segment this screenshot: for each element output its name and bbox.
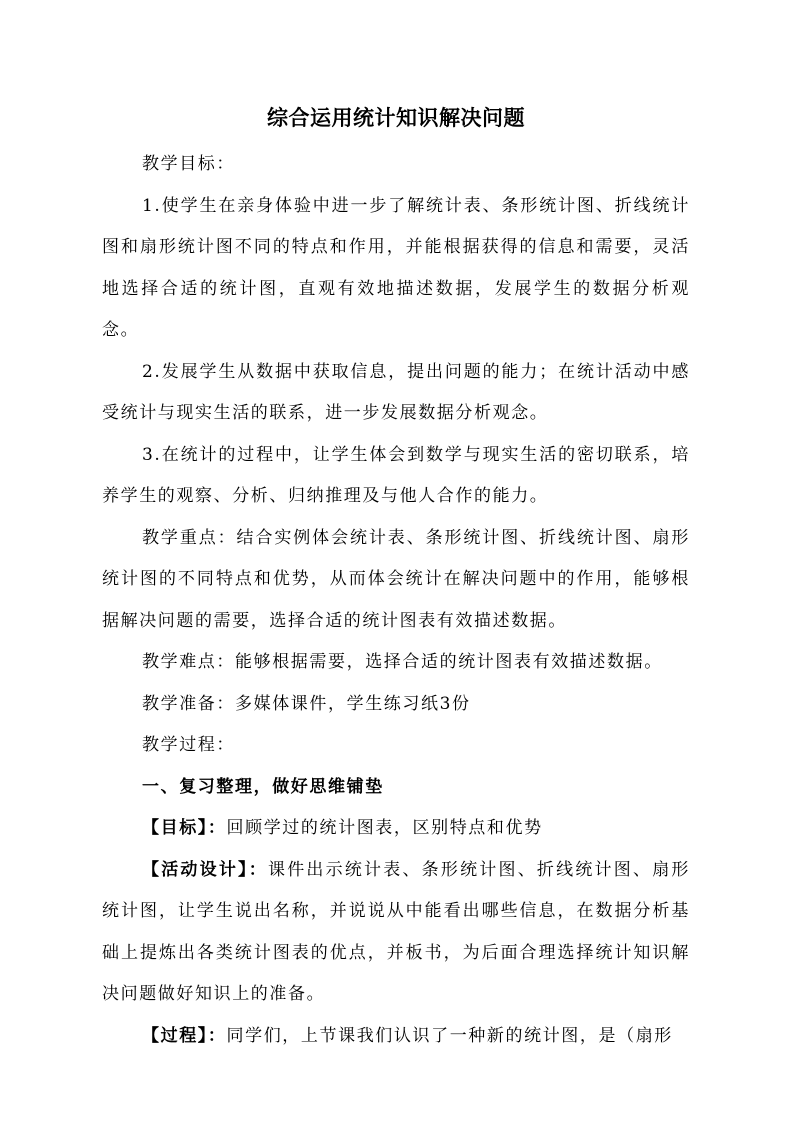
process-heading: 教学过程： — [142, 735, 235, 755]
objective-2: 2.发展学生从数据中获取信息，提出问题的能力；在统计活动中感受统计与现实生活的联系，进一步发展数据分析观念。 — [102, 361, 690, 423]
document-body — [102, 144, 690, 1057]
activity-text: 课件出示统计表、条形统计图、折线统计图、扇形统计图，让学生说出名称，并说说从中能看出哪些信息，在数据分析基础上提炼出各类统计图表的优点，并板书，为后面合理选择统计知识解决问题做好知识上的准备。 — [102, 859, 691, 1004]
preparation: 教学准备：多媒体课件，学生练习纸3份 — [142, 693, 471, 714]
section-1-heading: 一、复习整理，做好思维铺垫 — [142, 776, 384, 797]
objective-3: 3.在统计的过程中，让学生体会到数学与现实生活的密切联系，培养学生的观察、分析、归纳推理及与他人合作的能力。 — [102, 444, 690, 506]
activity-paragraph — [102, 850, 690, 1016]
document-title: 综合运用统计知识解决问题 — [267, 106, 525, 130]
goal-paragraph — [102, 808, 690, 850]
goal-text: 回顾学过的统计图表，区别特点和优势 — [226, 818, 543, 838]
objectives-heading: 教学目标： — [142, 154, 235, 174]
key-points: 教学重点：结合实例体会统计表、条形统计图、折线统计图、扇形统计图的不同特点和优势，从而体会统计在解决问题中的作用，能够根据解决问题的需要，选择合适的统计图表有效描述数据。 — [102, 527, 690, 631]
process-paragraph — [102, 1016, 690, 1058]
process-text: 同学们，上节课我们认识了一种新的统计图，是（扇形 — [226, 1025, 673, 1046]
process-label: 【过程】： — [142, 1025, 227, 1046]
difficulty: 教学难点：能够根据需要，选择合适的统计图表有效描述数据。 — [142, 652, 663, 672]
objective-1: 1.使学生在亲身体验中进一步了解统计表、条形统计图、折线统计图和扇形统计图不同的特点和作用，并能根据获得的信息和需要，灵活地选择合适的统计图，直观有效地描述数据，发展学生的数据分析观念。 — [102, 195, 690, 340]
activity-label: 【活动设计】： — [142, 859, 268, 880]
goal-label: 【目标】： — [142, 818, 227, 838]
